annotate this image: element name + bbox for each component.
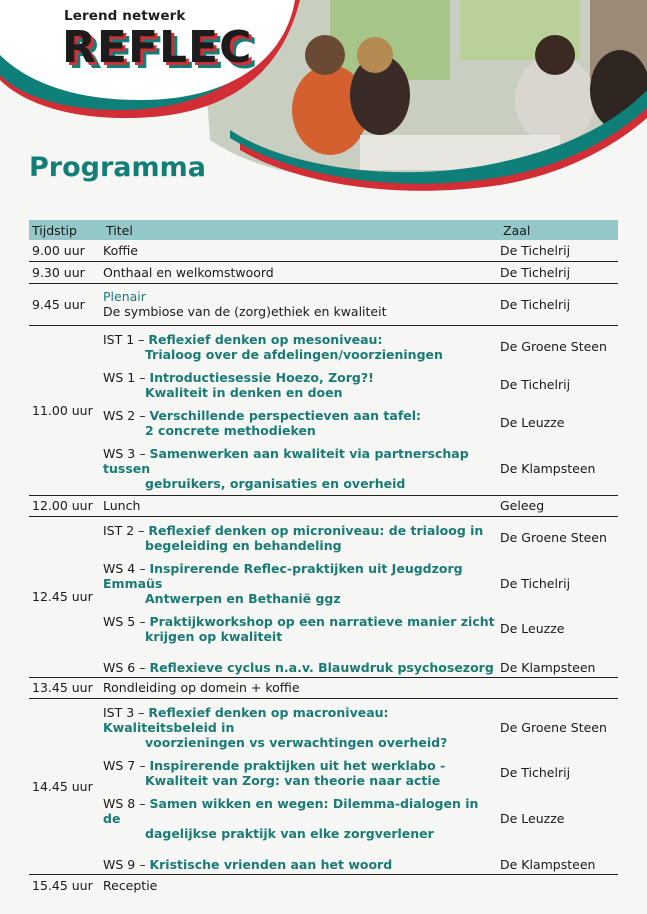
session-title: Reflexief denken op microniveau: de trialoog in <box>148 522 484 538</box>
session-code: WS 4 – <box>103 560 146 576</box>
session-code: WS 9 – <box>103 856 146 872</box>
session-title-cont: gebruikers, organisaties en overheid <box>145 475 406 491</box>
session-title: Reflexief denken op mesoniveau: <box>148 331 383 347</box>
session-code: WS 6 – <box>103 659 146 675</box>
session-title: Inspirerende praktijken uit het werklabo - <box>149 757 446 773</box>
row-zaal: De Tichelrij <box>500 283 618 325</box>
session-title-cont: begeleiding en behandeling <box>145 537 342 553</box>
session-code: IST 2 – <box>103 522 145 538</box>
plenary-heading: Plenair <box>103 289 146 304</box>
row-zaal <box>500 874 618 896</box>
session-title-cont: voorzieningen vs verwachtingen overheid? <box>145 734 448 750</box>
column-header-titel: Titel <box>103 220 500 240</box>
session-zaal: De Groene Steen <box>500 339 607 354</box>
session-zaal: De Leuzze <box>500 621 565 636</box>
program-table <box>29 220 618 896</box>
session-code: WS 8 – <box>103 795 146 811</box>
session-zaal: De Klampsteen <box>500 659 596 675</box>
row-time: 13.45 uur <box>29 677 103 698</box>
row-time: 14.45 uur <box>29 698 103 874</box>
session-zaal: De Leuzze <box>500 810 565 826</box>
session-zaal: De Tichelrij <box>500 765 571 780</box>
column-header-zaal: Zaal <box>500 220 618 240</box>
session-title: Introductiesessie Hoezo, Zorg?! <box>149 369 374 385</box>
session-zaal: De Leuzze <box>500 415 565 430</box>
row-title: Receptie <box>103 877 158 893</box>
session-zaal: De Tichelrij <box>500 575 571 591</box>
table-row <box>29 261 618 283</box>
row-title: De symbiose van de (zorg)ethiek en kwaliteit <box>103 304 387 319</box>
table-row <box>29 325 618 495</box>
session-item <box>103 523 618 553</box>
session-zaal: De Groene Steen <box>500 530 607 545</box>
session-code: WS 2 – <box>103 407 146 423</box>
row-zaal: De Tichelrij <box>500 261 618 283</box>
table-row <box>29 698 618 874</box>
session-item <box>103 796 618 841</box>
session-zaal: De Groene Steen <box>500 719 607 735</box>
row-time: 12.00 uur <box>29 495 103 516</box>
session-list <box>103 516 618 677</box>
session-title-cont: Kwaliteit van Zorg: van theorie naar actie <box>145 772 441 788</box>
session-item <box>103 332 618 362</box>
session-item <box>103 705 618 750</box>
session-item <box>103 660 618 675</box>
session-title: Reflexief denken op macroniveau: Kwaliteitsbeleid in <box>103 704 389 735</box>
table-row <box>29 677 618 698</box>
session-code: WS 3 – <box>103 445 146 461</box>
session-zaal: De Tichelrij <box>500 377 571 392</box>
table-row <box>29 874 618 896</box>
session-zaal: De Klampsteen <box>500 856 596 872</box>
row-title: Rondleiding op domein + koffie <box>103 677 500 698</box>
reflec-logo: REFLEC <box>62 22 253 73</box>
session-title: Samen wikken en wegen: Dilemma-dialogen in de <box>103 795 479 826</box>
column-header-tijdstip: Tijdstip <box>29 220 103 240</box>
row-time: 9.30 uur <box>29 261 103 283</box>
session-title-cont: Trialoog over de afdelingen/voorzieningen <box>145 346 443 362</box>
row-zaal: Geleeg <box>500 495 618 516</box>
row-zaal: De Tichelrij <box>500 240 618 261</box>
session-item <box>103 408 618 438</box>
session-title: Praktijkworkshop op een narratieve manier zicht <box>149 613 495 629</box>
session-title: Reflexieve cyclus n.a.v. Blauwdruk psychosezorg <box>149 659 494 675</box>
session-item <box>103 857 618 872</box>
network-tagline: Lerend netwerk <box>64 8 186 24</box>
table-row <box>29 283 618 325</box>
session-title: Samenwerken aan kwaliteit via partnerschap tussen <box>103 445 469 476</box>
row-zaal <box>500 677 618 698</box>
session-item <box>103 370 618 400</box>
session-item <box>103 614 618 644</box>
table-row <box>29 240 618 261</box>
session-zaal: De Klampsteen <box>500 460 596 476</box>
row-time: 12.45 uur <box>29 516 103 677</box>
session-title-cont: dagelijkse praktijk van elke zorgverlener <box>145 825 434 841</box>
session-code: WS 5 – <box>103 613 146 629</box>
table-row <box>29 495 618 516</box>
session-item <box>103 561 618 606</box>
row-title: Lunch <box>103 495 500 516</box>
session-title-cont: krijgen op kwaliteit <box>145 628 283 644</box>
table-row <box>29 516 618 677</box>
session-code: IST 1 – <box>103 331 145 347</box>
row-title-block <box>103 283 500 325</box>
row-title: Onthaal en welkomstwoord <box>103 261 500 283</box>
session-list <box>103 325 618 495</box>
session-code: WS 1 – <box>103 369 146 385</box>
row-title: Koffie <box>103 240 500 261</box>
table-header-row <box>29 220 618 240</box>
session-title-cont: Antwerpen en Bethanië ggz <box>145 590 341 606</box>
session-code: IST 3 – <box>103 704 145 720</box>
session-title-cont: Kwaliteit in denken en doen <box>145 384 343 400</box>
page-title: Programma <box>29 152 207 183</box>
session-list <box>103 698 618 874</box>
session-title: Inspirerende Reflec-praktijken uit Jeugdzorg Emmaüs <box>103 560 463 591</box>
row-time: 11.00 uur <box>29 325 103 495</box>
session-title: Kristische vrienden aan het woord <box>149 856 393 872</box>
session-title: Verschillende perspectieven aan tafel: <box>149 407 422 423</box>
row-time: 9.45 uur <box>29 283 103 325</box>
session-code: WS 7 – <box>103 757 146 773</box>
session-item <box>103 758 618 788</box>
session-title-cont: 2 concrete methodieken <box>145 422 316 438</box>
session-item <box>103 446 618 491</box>
row-time: 9.00 uur <box>29 240 103 261</box>
row-time: 15.45 uur <box>32 877 93 893</box>
